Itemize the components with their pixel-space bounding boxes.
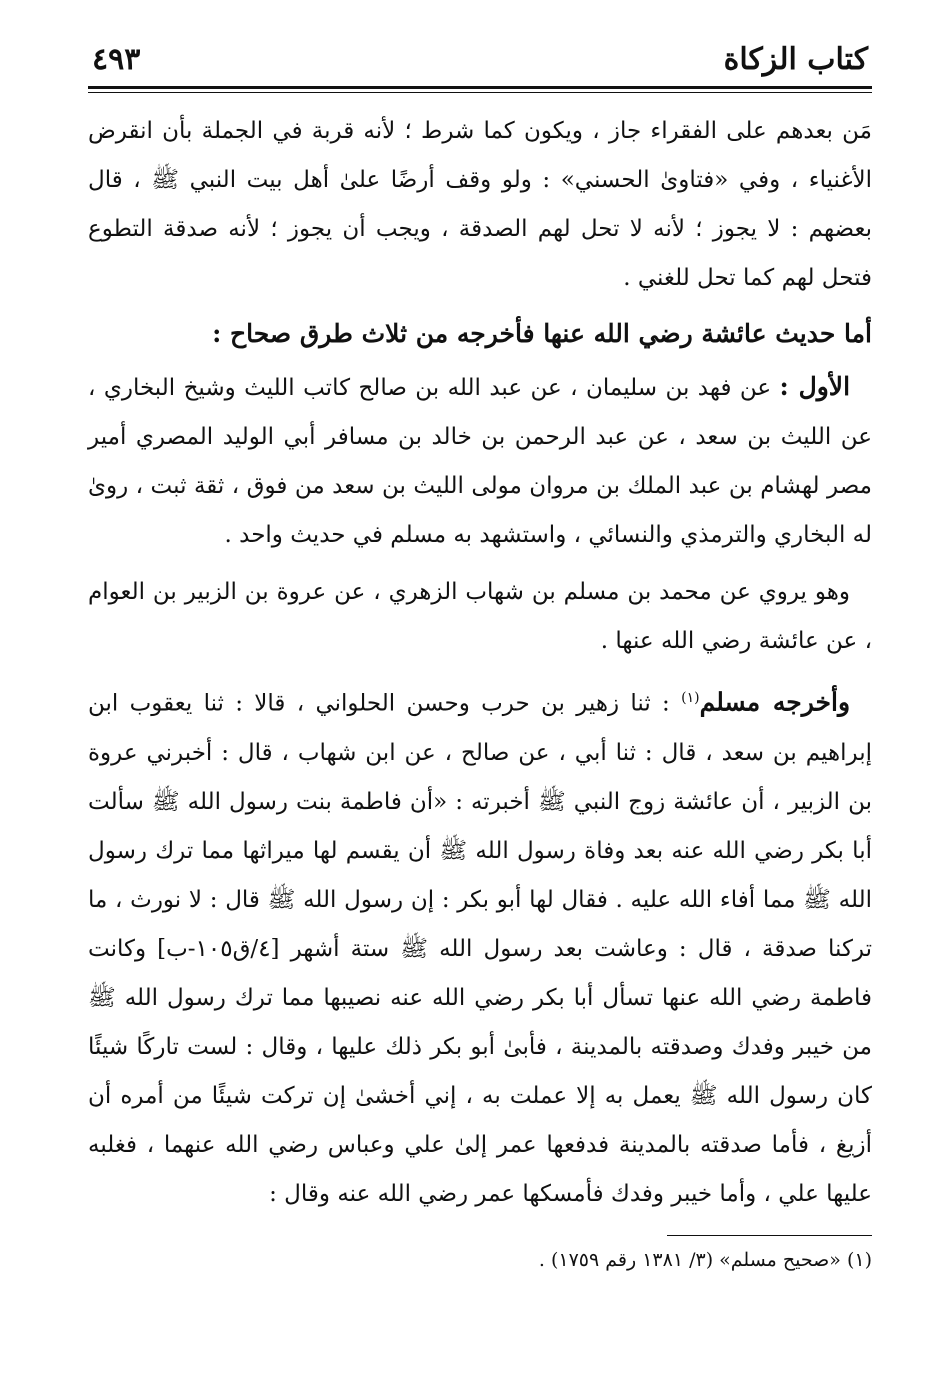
book-page	[88, 40, 872, 1299]
footnote-1: (١) «صحيح مسلم» (٣/ ١٣٨١ رقم ١٧٥٩) .	[538, 1248, 872, 1271]
paragraph-gap	[88, 560, 872, 568]
running-header	[88, 40, 872, 84]
paragraph-4-text: : ثنا زهير بن حرب وحسن الحلواني ، قالا : ثنا يعقوب ابن إبراهيم بن سعد ، قال : ثنا أبي ، عن صالح ، عن ابن شهاب ، قال : أخبرني عروة بن الزبير ، أن عائشة زوج النبي ﷺ أخبرته : «أن فاطمة بنت رسول الله ﷺ سألت أبا بكر رضي الله عنه بعد وفاة رسول الله ﷺ أن يقسم لها ميراثها مما ترك رسول الله ﷺ مما أفاء الله عليه . فقال لها أبو بكر : إن رسول الله ﷺ قال : لا نورث ، ما تركنا صدقة ، قال : وعاشت بعد رسول الله ﷺ ستة أشهر [٤/ق١٠٥-ب] وكانت فاطمة رضي الله عنها تسأل أبا بكر رضي الله عنه نصيبها مما ترك رسول الله ﷺ من خيبر وفدك وصدقته بالمدينة ، فأبىٰ أبو بكر ذلك عليها ، وقال : لست تاركًا شيئًا كان رسول الله ﷺ يعمل به إلا عملت به ، إني أخشىٰ إن تركت شيئًا من أمره أن أزيغ ، فأما صدقته بالمدينة فدفعها عمر إلىٰ علي وعباس رضي الله عنهما ، فغلبه عليها علي ، وأما خيبر وفدك فأمسكها عمر رضي الله عنه وقال :	[88, 690, 872, 1207]
paragraph-1: مَن بعدهم على الفقراء جاز ، ويكون كما شرط ؛ لأنه قربة في الجملة بأن انقرض الأغنياء ، وفي «فتاوىٰ الحسني» : ولو وقف أرضًا علىٰ أهل بيت النبي ﷺ ، قال بعضهم : لا يجوز ؛ لأنه لا تحل لهم الصدقة ، ويجب أن يجوز ؛ لأنه صدقة التطوع فتحل لهم كما تحل للغني .	[88, 118, 872, 291]
page-number: ٤٩٣	[92, 42, 141, 77]
header-rule-thick	[88, 86, 872, 89]
header-rule-thin	[88, 92, 872, 93]
footnote-reference[interactable]: (١)	[681, 690, 700, 706]
section-heading: أما حديث عائشة رضي الله عنها فأخرجه من ثلاث طرق صحاح :	[212, 319, 872, 348]
paragraph-gap	[88, 666, 872, 674]
page-body	[88, 107, 872, 1219]
paragraph-2	[88, 362, 872, 560]
paragraph-2-lead: الأول :	[779, 372, 851, 401]
paragraph-2-text: عن فهد بن سليمان ، عن عبد الله بن صالح كاتب الليث وشيخ البخاري ، عن الليث بن سعد ، عن عبد الرحمن بن خالد بن مسافر أبي الوليد المصري أمير مصر لهشام بن عبد الملك بن مروان مولى الليث بن سعد من فوق ، ثقة ثبت ، روىٰ له البخاري والترمذي والنسائي ، واستشهد به مسلم في حديث واحد .	[88, 375, 872, 548]
chapter-title: كتاب الزكاة	[723, 42, 868, 77]
paragraph-4	[88, 674, 872, 1219]
paragraph-3: وهو يروي عن محمد بن مسلم بن شهاب الزهري ، عن عروة بن الزبير بن العوام ، عن عائشة رضي الله عنها .	[88, 579, 872, 654]
paragraph-4-lead: وأخرجه مسلم	[699, 687, 851, 717]
footnote-separator	[667, 1235, 872, 1236]
